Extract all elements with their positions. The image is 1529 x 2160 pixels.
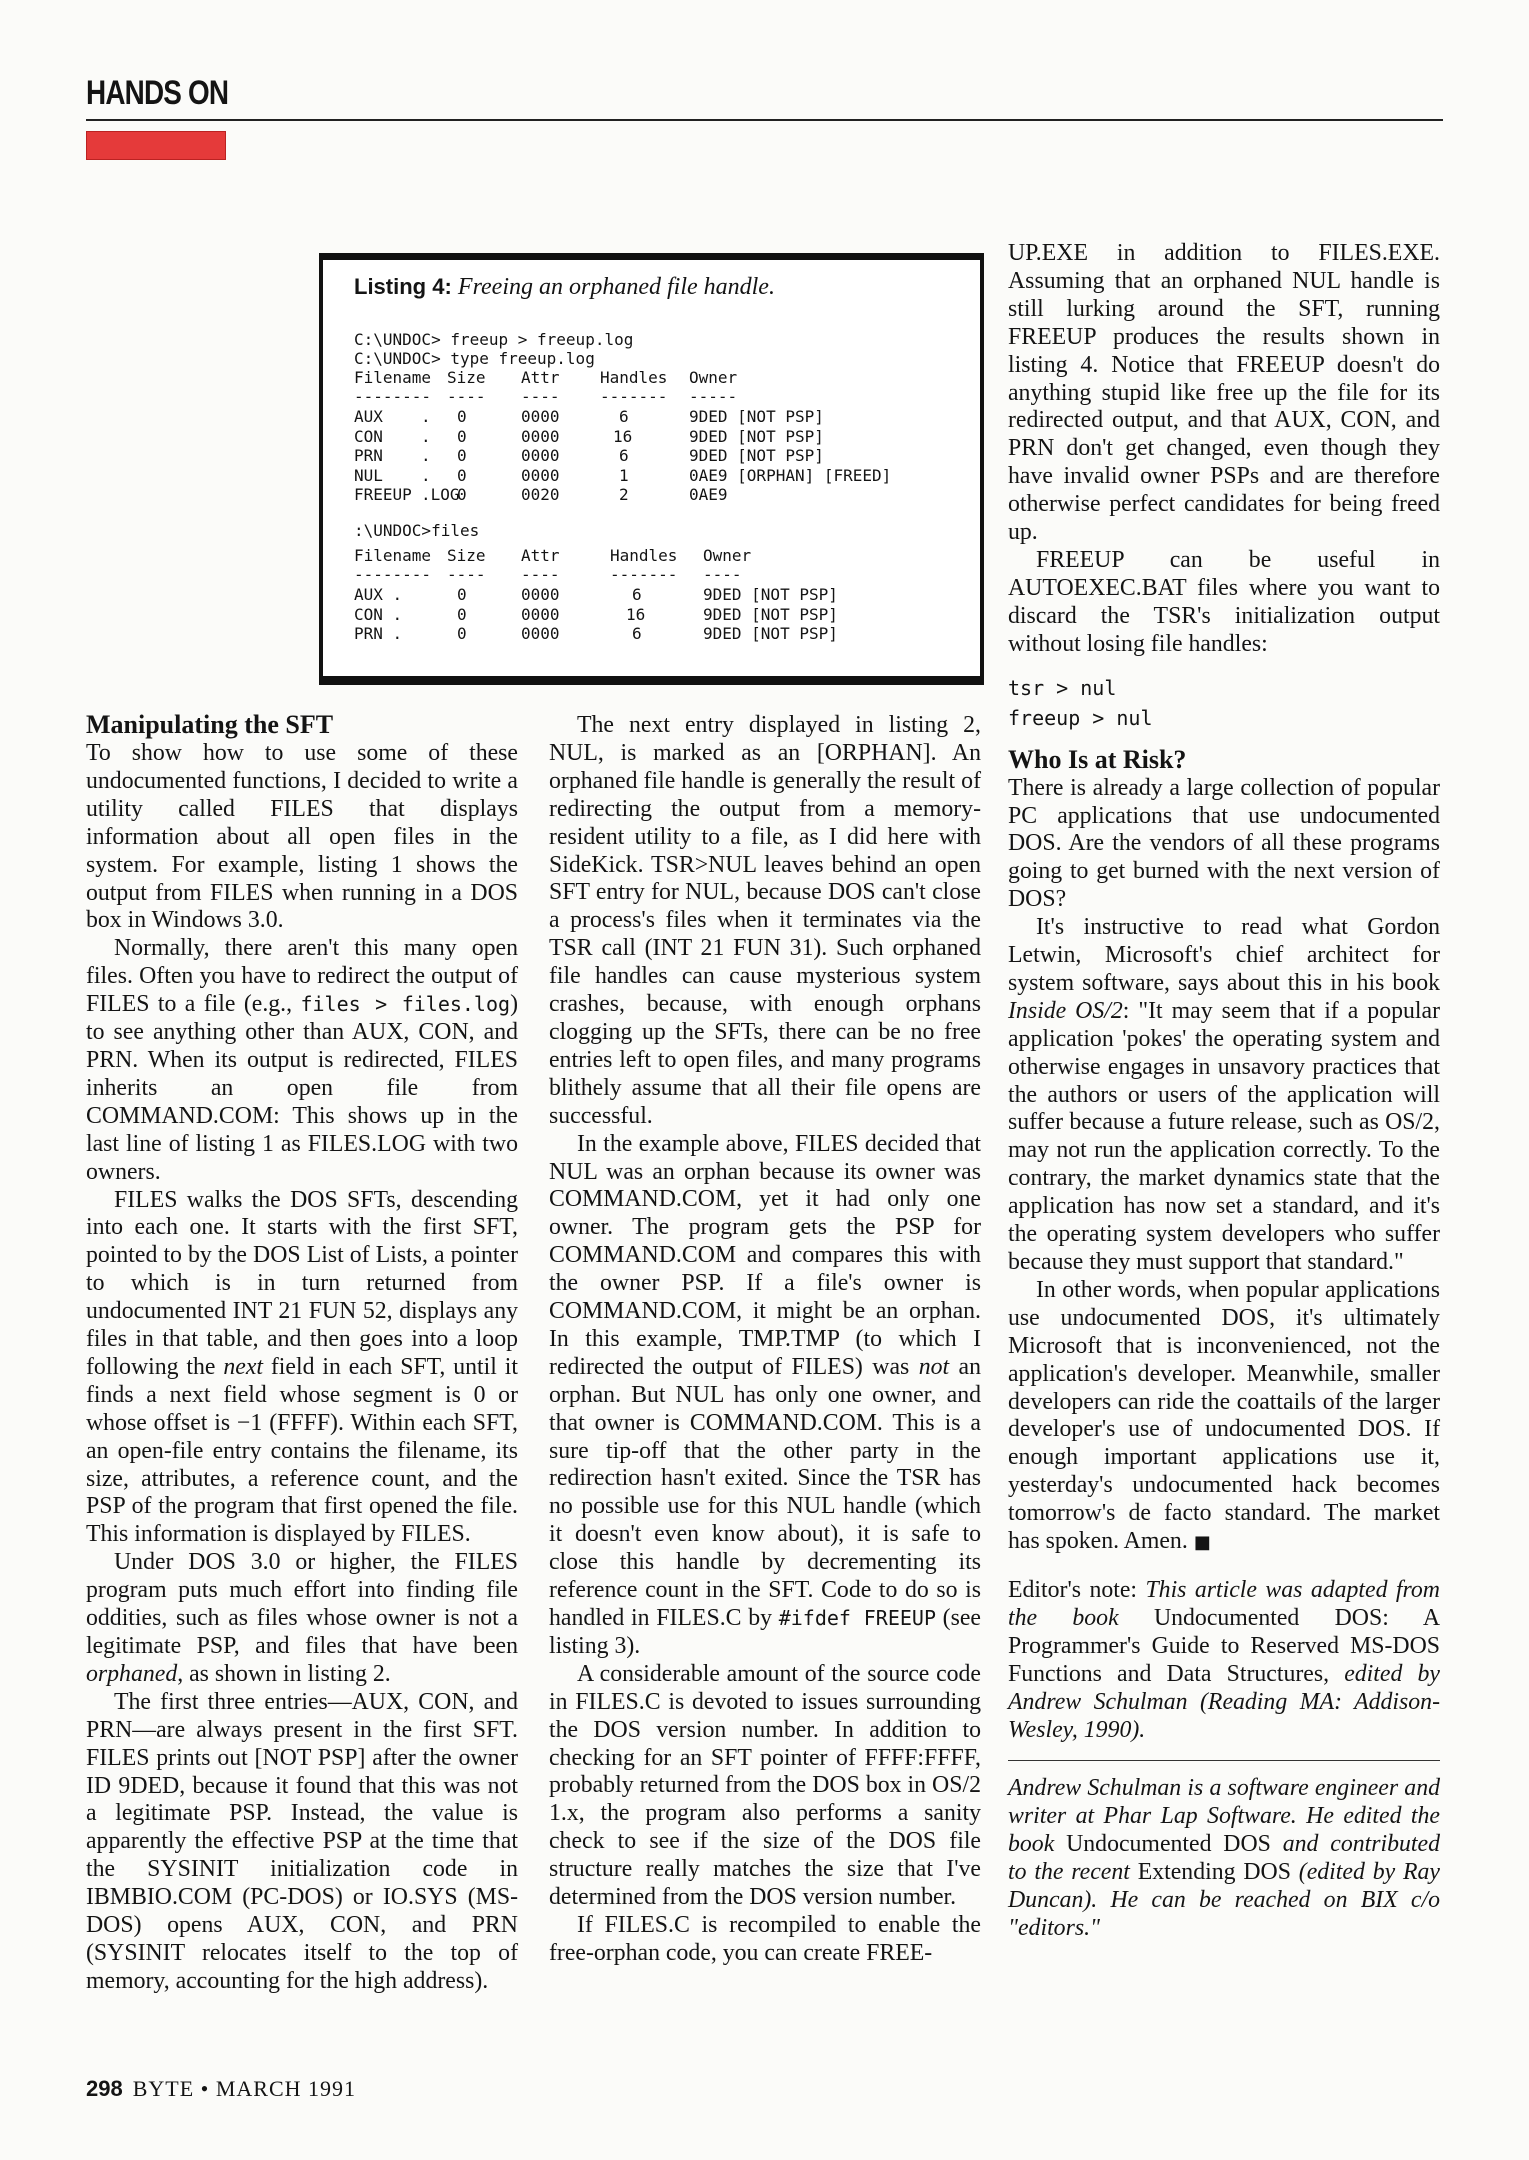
page-footer	[86, 2076, 356, 2102]
paragraph: FILES walks the DOS SFTs, descending into each one. It starts with the first SFT, pointed to by the DOS List of Lists, a pointer to which is in turn returned from undocumented INT 21 FUN 52, displays any files in that table, and then goes into a loop following the next field in each SFT, until it finds a next field whose segment is 0 or whose offset is −1 (FFFF). Within each SFT, an open-file entry contains the filename, its size, attributes, a reference count, and the PSP of the program that first opened the file. This information is displayed by FILES.	[86, 1186, 518, 1548]
paragraph: A considerable amount of the source code in FILES.C is devoted to issues surrounding the DOS version number. In addition to checking for an SFT pointer of FFFF:FFFF, probably returned from the DOS box in OS/2 1.x, the program also performs a sanity check to see if the size of the DOS file structure really matches the size that I've determined from the DOS version number.	[549, 1660, 981, 1911]
paragraph: In the example above, FILES decided that NUL was an orphan because its owner was COMMAND.COM, yet it had only one owner. The program gets the PSP for COMMAND.COM and compares this with the owner PSP. If a file's owner is COMMAND.COM, it might be an orphan. In this example, TMP.TMP (to which I redirected the output of FILES) was not an orphan. But NUL has only one owner, and that owner is COMMAND.COM. This is a sure tip-off that the other party in the redirection hasn't exited. Since the TSR has no possible use for this NUL handle (which it doesn't even know about), it is safe to close this handle by decrementing its reference count in the SFT. Code to do so is handled in FILES.C by #ifdef FREEUP (see listing 3).	[549, 1130, 981, 1659]
table-cell-handles: 6	[619, 407, 629, 426]
table-cell-filename: PRN	[354, 446, 383, 465]
table-header: Owner	[703, 546, 752, 565]
code-line: freeup > nul	[1008, 705, 1153, 730]
listing-command: :\UNDOC>files	[354, 521, 480, 540]
table-header: Handles	[610, 546, 678, 565]
table-cell-size: 0	[457, 485, 467, 504]
table-cell-attr: 0000	[521, 624, 560, 643]
table-rule: ----	[521, 387, 560, 406]
table-cell-handles: 16	[613, 426, 633, 446]
listing-caption: Freeing an orphaned file handle.	[457, 274, 775, 300]
table-cell-owner: 9DED [NOT PSP]	[703, 624, 838, 643]
table-header: Filename	[354, 368, 432, 387]
table-rule: --------	[354, 387, 432, 406]
table-header: Handles	[600, 368, 668, 387]
table-cell-owner: 9DED [NOT PSP]	[689, 426, 824, 446]
table-rule: ----	[521, 565, 560, 584]
column-2	[549, 712, 981, 1968]
paragraph: Normally, there aren't this many open files. Often you have to redirect the output of FILES to a file (e.g., files > files.log) to see anything other than AUX, CON, and PRN. When its output is redirected, FILES inherits an open file from COMMAND.COM: This shows up in the last line of listing 1 as FILES.LOG with two owners.	[86, 935, 518, 1185]
paragraph: The next entry displayed in listing 2, NUL, is marked as an [ORPHAN]. An orphaned file handle is generally the result of redirecting the output from a memory-resident utility to a file, as I did here with SideKick. TSR>NUL leaves behind an open SFT entry for NUL, because DOS can't close a process's files when it terminates via the TSR call (INT 21 FUN 31). Such orphaned file handles can cause mysterious system crashes, because, with enough orphans clogging up the SFTs, there can be no free entries left to open files, and many programs blithely assume that all their file opens are successful.	[549, 712, 981, 1129]
table-cell-ext: .	[421, 407, 431, 426]
table-cell-attr: 0000	[521, 585, 560, 604]
table-cell-attr: 0000	[521, 426, 560, 446]
listing-title	[354, 274, 775, 301]
table-rule: -------	[600, 387, 668, 406]
column-3	[1008, 240, 1440, 1943]
table-cell-size: 0	[457, 624, 467, 643]
paragraph: To show how to use some of these undocumented functions, I decided to write a utility called FILES that displays information about all open files in the system. For example, listing 1 shows the output from FILES when running in a DOS box in Windows 3.0.	[86, 740, 518, 934]
listing-command: C:\UNDOC> type freeup.log	[354, 349, 595, 368]
table-cell-filename: NUL	[354, 465, 383, 485]
listing-box	[319, 253, 984, 685]
table-cell-filename: AUX .	[354, 585, 403, 604]
table-cell-owner: 9DED [NOT PSP]	[703, 604, 838, 624]
section-heading: Manipulating the SFT	[86, 710, 334, 739]
table-cell-owner: 0AE9 [ORPHAN] [FREED]	[689, 465, 892, 485]
table-cell-owner: 9DED [NOT PSP]	[689, 407, 824, 426]
table-rule: ----	[703, 565, 742, 584]
paragraph: UP.EXE in addition to FILES.EXE. Assuming that an orphaned NUL handle is still lurking around the SFT, running FREEUP produces the results shown in listing 4. Notice that FREEUP doesn't do anything stupid like free up the file for its redirected output, and that AUX, CON, and PRN don't get changed, even though they have invalid owner PSPs and are therefore otherwise perfect candidates for being freed up.	[1008, 240, 1440, 546]
table-cell-handles: 2	[619, 485, 629, 504]
section-heading: Who Is at Risk?	[1008, 744, 1187, 774]
table-cell-handles: 6	[619, 446, 629, 465]
table-cell-ext: .	[421, 446, 431, 465]
table-rule: --------	[354, 565, 432, 584]
editor-note: Editor's note: This article was adapted from the book Undocumented DOS: A Programmer's Guide to Reserved MS-DOS Functions and Data Structures, edited by Andrew Schulman (Reading MA: Addison-Wesley, 1990).	[1008, 1576, 1441, 1743]
paragraph: FREEUP can be useful in AUTOEXEC.BAT files where you want to discard the TSR's initialization output without losing file handles:	[1008, 546, 1440, 657]
table-cell-handles: 6	[632, 624, 642, 643]
table-cell-size: 0	[457, 604, 467, 624]
header-accent-bar	[86, 131, 226, 160]
table-cell-size: 0	[457, 446, 467, 465]
bio-rule	[1008, 1760, 1440, 1761]
table-header: Size	[447, 368, 486, 387]
table-cell-size: 0	[457, 585, 467, 604]
table-cell-handles: 16	[626, 604, 646, 624]
table-rule: -------	[610, 565, 678, 584]
paragraph: It's instructive to read what Gordon Letwin, Microsoft's chief architect for system software, says about this in his book Inside OS/2: "It may seem that if a popular application 'pokes' the operating system and otherwise engages in unsavory practices that the authors or users of the application will suffer because a future release, such as OS/2, may not run the application correctly. To the contrary, the market dynamics state that the application has now set a standard, and it's the operating system developers who suffer because they must support that standard."	[1008, 914, 1440, 1275]
paragraph: The first three entries—AUX, CON, and PRN—are always present in the first SFT. FILES prints out [NOT PSP] after the owner ID 9DED, because it found that this was not a legitimate PSP. Instead, the value is apparently the effective PSP at the time that the SYSINIT initialization code in IBMBIO.COM (PC-DOS) or IO.SYS (MS-DOS) opens AUX, CON, and PRN (SYSINIT relocates itself to the top of memory, accounting for the high address).	[86, 1688, 518, 1994]
table-header: Attr	[521, 368, 560, 387]
table-cell-filename: FREEUP	[354, 485, 412, 504]
inline-code: #ifdef FREEUP	[778, 1606, 936, 1630]
table-cell-ext: .	[421, 426, 431, 446]
table-cell-attr: 0000	[521, 407, 560, 426]
paragraph: If FILES.C is recompiled to enable the free-orphan code, you can create FREE-	[549, 1911, 981, 1966]
table-header: Filename	[354, 546, 432, 565]
inline-code: files > files.log	[300, 992, 511, 1017]
table-cell-filename: CON .	[354, 604, 403, 624]
page-number: 298	[86, 2076, 123, 2101]
table-cell-size: 0	[457, 426, 467, 446]
table-cell-attr: 0020	[521, 485, 560, 504]
table-cell-attr: 0000	[521, 604, 560, 624]
code-line: tsr > nul	[1008, 675, 1117, 700]
table-header: Attr	[521, 546, 560, 565]
table-cell-owner: 9DED [NOT PSP]	[689, 446, 824, 465]
table-cell-ext: .LOG	[421, 485, 460, 504]
table-cell-handles: 1	[619, 465, 629, 485]
table-cell-owner: 9DED [NOT PSP]	[703, 585, 838, 604]
end-mark: ■	[1193, 1532, 1211, 1554]
column-1	[86, 710, 518, 1996]
paragraph: There is already a large collection of popular PC applications that use undocumented DOS. Are the vendors of all these programs going to get burned with the next version of DOS?	[1008, 774, 1440, 913]
author-bio: Andrew Schulman is a software engineer and writer at Phar Lap Software. He edited the book Undocumented DOS and contributed to the recent Extending DOS (edited by Ray Duncan). He can be reached on BIX c/o "editors."	[1008, 1775, 1440, 1941]
table-header: Owner	[689, 368, 738, 387]
table-cell-filename: AUX	[354, 407, 383, 426]
table-cell-size: 0	[457, 465, 467, 485]
footer-text: BYTE • MARCH 1991	[132, 2076, 357, 2101]
table-cell-owner: 0AE9	[689, 485, 728, 504]
listing-command: C:\UNDOC> freeup > freeup.log	[354, 330, 634, 349]
table-cell-attr: 0000	[521, 446, 560, 465]
header-rule	[86, 119, 1443, 121]
table-rule: -----	[689, 387, 738, 406]
table-rule: ----	[447, 387, 486, 406]
paragraph: In other words, when popular applications use undocumented DOS, it's ultimately Microsoft that is inconvenienced, not the application's developer. Meanwhile, smaller developers can ride the coattails of the larger developer's use of undocumented DOS. If enough important applications use it, yesterday's undocumented hack becomes tomorrow's de facto standard. The market has spoken. Amen. ■	[1008, 1276, 1440, 1555]
table-cell-filename: PRN .	[354, 624, 403, 643]
table-header: Size	[447, 546, 486, 565]
table-cell-attr: 0000	[521, 465, 560, 485]
table-cell-ext: .	[421, 465, 431, 485]
section-title: HANDS ON	[86, 74, 229, 112]
table-cell-filename: CON	[354, 426, 383, 446]
table-cell-handles: 6	[632, 585, 642, 604]
table-rule: ----	[447, 565, 486, 584]
paragraph: Under DOS 3.0 or higher, the FILES program puts much effort into finding file oddities, such as files whose owner is not a legitimate PSP, and files that have been orphaned, as shown in listing 2.	[86, 1549, 518, 1687]
listing-label: Listing 4:	[354, 274, 452, 299]
table-cell-size: 0	[457, 407, 467, 426]
